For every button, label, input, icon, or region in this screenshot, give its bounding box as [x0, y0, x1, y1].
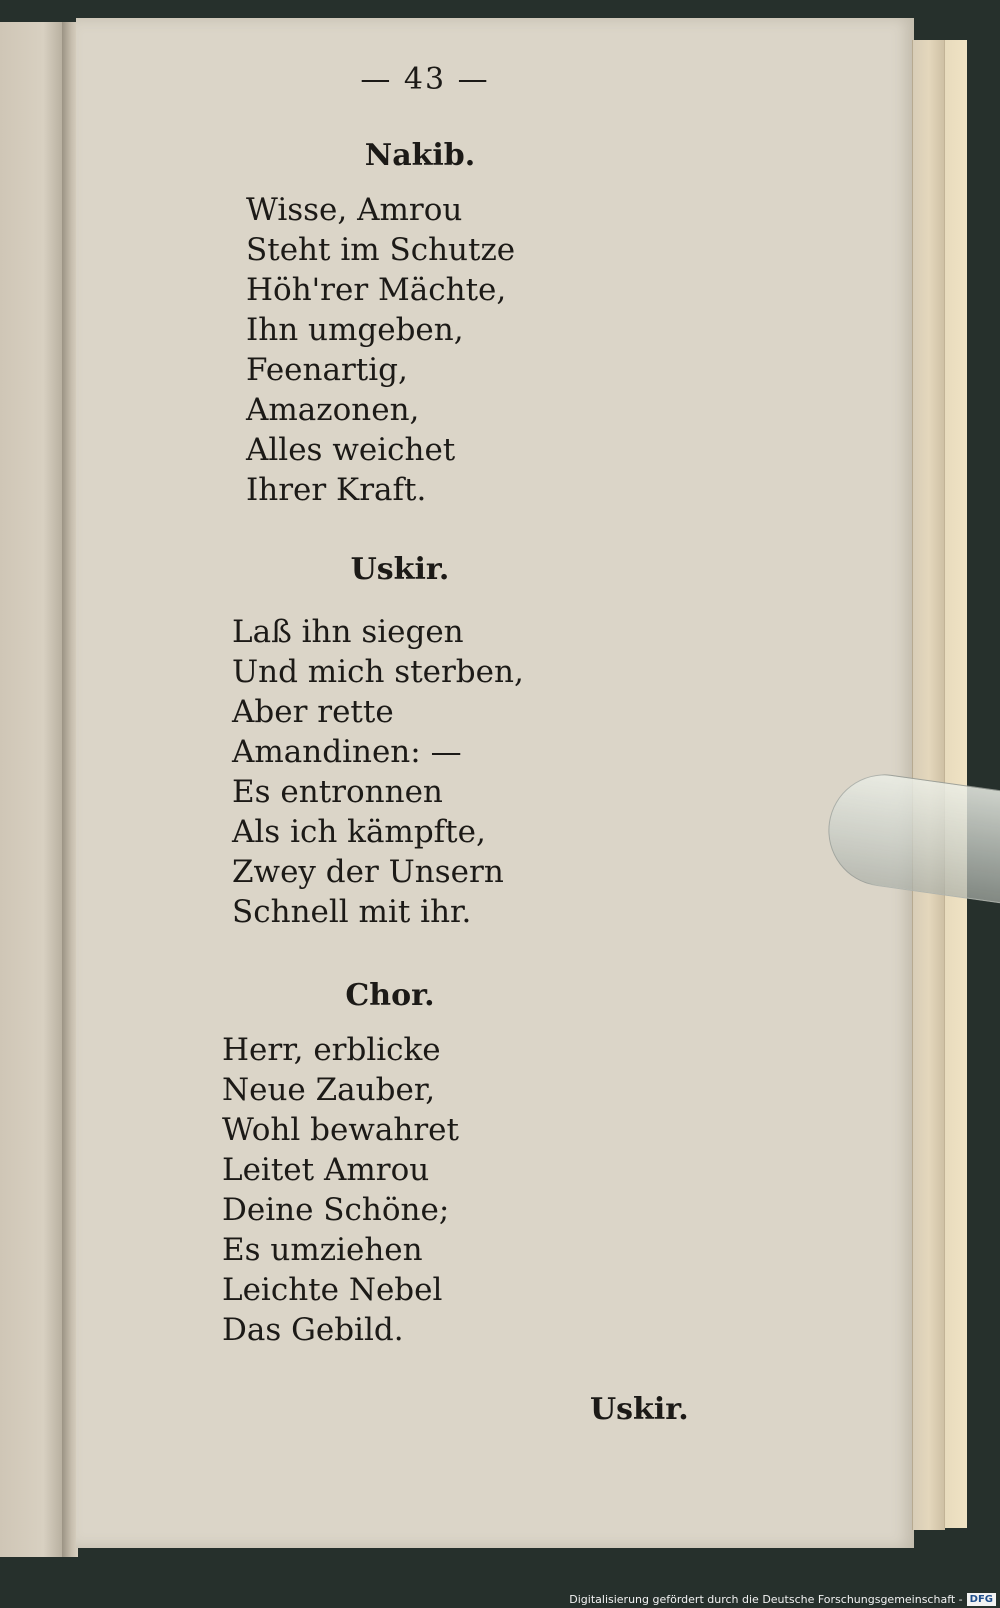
verse-line: Das Gebild. [222, 1312, 404, 1348]
verse-line: Amazonen, [246, 392, 420, 428]
digitization-credit [569, 1593, 996, 1607]
verse-line: Deine Schöne; [222, 1192, 450, 1228]
verse-line: Schnell mit ihr. [232, 894, 472, 930]
verse-line: Neue Zauber, [222, 1072, 436, 1108]
verse-line: Aber rette [232, 694, 394, 730]
dfg-logo: DFG [967, 1593, 996, 1606]
verse-block-nakib [246, 190, 515, 510]
speaker-heading-nakib: Nakib. [364, 138, 476, 173]
verse-line: Leitet Amrou [222, 1152, 430, 1188]
left-page-edge [0, 22, 64, 1557]
verse-line: Laß ihn siegen [232, 614, 464, 650]
verse-line: Amandinen: — [232, 734, 462, 770]
speaker-heading-uskir: Uskir. [350, 552, 450, 587]
verse-line: Alles weichet [246, 432, 456, 468]
verse-line: Es entronnen [232, 774, 443, 810]
verse-block-uskir [232, 612, 524, 932]
verse-line: Wisse, Amrou [246, 192, 463, 228]
catchword: Uskir. [590, 1392, 689, 1427]
verse-line: Als ich kämpfte, [232, 814, 486, 850]
credit-text: Digitalisierung gefördert durch die Deutsche Forschungsgemeinschaft - [569, 1592, 963, 1606]
verse-line: Herr, erblicke [222, 1032, 441, 1068]
verse-line: Und mich sterben, [232, 654, 524, 690]
verse-line: Leichte Nebel [222, 1272, 443, 1308]
verse-line: Ihn umgeben, [246, 312, 464, 348]
verse-line: Es umziehen [222, 1232, 423, 1268]
page-number: — 43 — [360, 62, 490, 97]
verse-line: Wohl bewahret [222, 1112, 459, 1148]
verse-line: Steht im Schutze [246, 232, 516, 268]
verse-block-chor [222, 1030, 459, 1350]
verse-line: Zwey der Unsern [232, 854, 504, 890]
verse-line: Feenartig, [246, 352, 408, 388]
verse-line: Ihrer Kraft. [246, 472, 427, 508]
verse-line: Höh'rer Mächte, [246, 272, 507, 308]
speaker-heading-chor: Chor. [345, 978, 435, 1013]
